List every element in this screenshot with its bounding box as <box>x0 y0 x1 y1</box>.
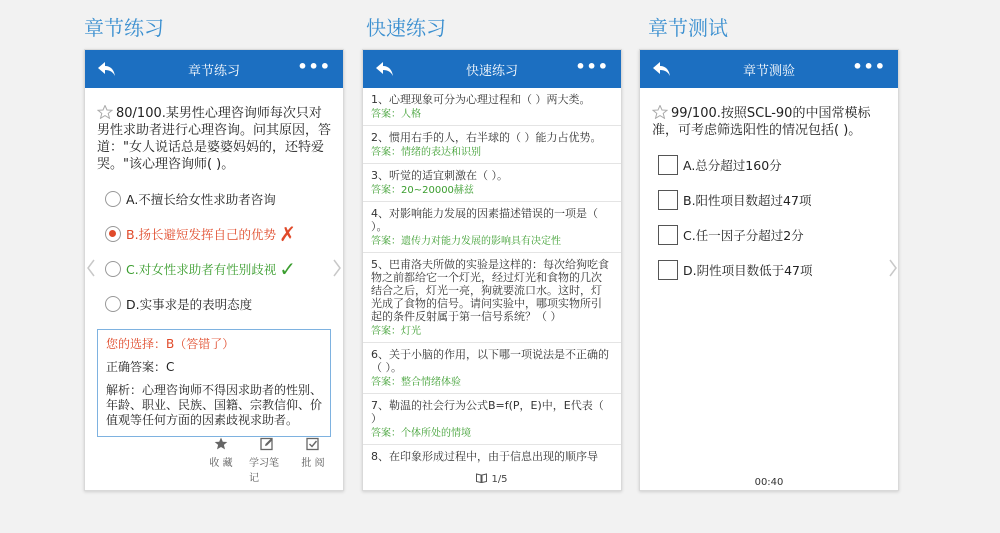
page-number: 1/5 <box>491 474 508 485</box>
screen-title: 章节练习 <box>187 63 240 79</box>
countdown-timer: 00:40 <box>754 477 784 488</box>
option-label: A.总分超过160分 <box>683 157 782 173</box>
list-item[interactable] <box>363 253 621 343</box>
option-b[interactable] <box>640 182 898 217</box>
option-c[interactable] <box>85 251 343 286</box>
bottom-toolbar <box>203 437 331 484</box>
star-icon <box>214 437 228 451</box>
question-block <box>85 105 343 173</box>
next-arrow-icon[interactable] <box>888 258 898 278</box>
screen-title: 快速练习 <box>465 63 518 79</box>
answer-analysis-box <box>97 329 331 437</box>
question-text: 80/100.某男性心理咨询师每次只对男性求助者进行心理咨询。问其原因，答道："女人说话总是婆婆妈妈的，还特爱哭。"该心理咨询师( )。 <box>97 106 332 172</box>
checkbox[interactable] <box>658 190 678 210</box>
section-title-chapter-test: 章节测试 <box>648 16 728 40</box>
app-bar <box>363 50 621 88</box>
tool-label: 批 阅 <box>301 458 325 469</box>
option-label: B.扬长避短发挥自己的优势 <box>126 226 277 242</box>
list-item[interactable] <box>363 126 621 164</box>
answer-text: 答案：人格 <box>371 109 421 120</box>
question-text: 1、心理现象可分为心理过程和（ ）两大类。 <box>371 93 591 106</box>
more-menu-icon[interactable]: ••• <box>852 57 886 76</box>
question-text: 99/100.按照SCL-90的中国常模标准，可考虑筛选阳性的情况包括( )。 <box>652 106 871 138</box>
quick-practice-screen <box>362 49 622 491</box>
radio-button[interactable] <box>105 191 121 207</box>
collect-button[interactable] <box>203 437 239 484</box>
question-text: 4、对影响能力发展的因素描述错误的一项是（ ）。 <box>371 207 598 233</box>
review-icon <box>306 437 320 451</box>
option-b[interactable] <box>85 216 343 251</box>
list-item[interactable] <box>363 164 621 202</box>
back-arrow-icon[interactable] <box>373 57 397 81</box>
correct-answer-text: 正确答案：C <box>106 360 175 374</box>
back-arrow-icon[interactable] <box>95 57 119 81</box>
option-d[interactable] <box>85 286 343 321</box>
question-list <box>363 88 621 466</box>
list-item[interactable] <box>363 202 621 253</box>
answer-text: 答案：灯光 <box>371 326 421 337</box>
answer-text: 答案：整合情绪体验 <box>371 377 461 388</box>
question-text: 3、听觉的适宜刺激在（ ）。 <box>371 169 508 182</box>
option-label: C.对女性求助者有性别歧视 <box>126 261 277 277</box>
option-d[interactable] <box>640 252 898 287</box>
options-list <box>85 181 343 321</box>
edit-icon <box>260 437 274 451</box>
option-a[interactable] <box>85 181 343 216</box>
correct-check-icon: ✓ <box>279 256 296 281</box>
list-item[interactable] <box>363 445 621 466</box>
question-text: 5、巴甫洛夫所做的实验是这样的：每次给狗吃食物之前都给它一个灯光，经过灯光和食物的几次结合之后，灯光一亮，狗就要流口水。这时，灯光成了食物的信号。请问实验中，哪项实物所引起的条件反射属于第一信号系统？（ ） <box>371 258 609 323</box>
option-label: D.实事求是的表明态度 <box>126 296 253 312</box>
checkbox[interactable] <box>658 260 678 280</box>
question-text: 2、惯用右手的人，右半球的（ ）能力占优势。 <box>371 131 602 144</box>
answer-text: 答案：遗传力对能力发展的影响具有决定性 <box>371 236 561 247</box>
options-list <box>640 147 898 287</box>
radio-button[interactable] <box>105 261 121 277</box>
explanation-text: 解析：心理咨询师不得因求助者的性别、年龄、职业、民族、国籍、宗教信仰、价值观等任何方面的因素歧视求助者。 <box>106 383 323 427</box>
list-item[interactable] <box>363 394 621 445</box>
option-a[interactable] <box>640 147 898 182</box>
question-text: 7、勒温的社会行为公式B=f(P，E)中，E代表（ ） <box>371 399 604 425</box>
section-title-chapter-practice: 章节练习 <box>84 16 164 40</box>
section-title-quick-practice: 快速练习 <box>366 16 446 40</box>
list-item[interactable] <box>363 343 621 394</box>
wrong-mark-icon: ✗ <box>279 221 296 246</box>
favorite-star-icon[interactable] <box>97 105 113 119</box>
app-bar <box>85 50 343 88</box>
option-label: B.阳性项目数超过47项 <box>683 192 812 208</box>
your-choice-text: 您的选择：B（答错了） <box>106 337 235 351</box>
question-block <box>640 105 898 139</box>
page-indicator <box>363 473 621 485</box>
screen-title: 章节测验 <box>742 63 795 79</box>
checkbox[interactable] <box>658 225 678 245</box>
next-arrow-icon[interactable] <box>332 258 342 278</box>
answer-text: 答案：情绪的表达和识别 <box>371 147 481 158</box>
tool-label: 收 藏 <box>209 458 233 469</box>
study-notes-button[interactable] <box>249 437 285 484</box>
more-menu-icon[interactable]: ••• <box>297 57 331 76</box>
app-bar <box>640 50 898 88</box>
favorite-star-icon[interactable] <box>652 105 668 119</box>
checkbox[interactable] <box>658 155 678 175</box>
radio-button-selected[interactable] <box>105 226 121 242</box>
more-menu-icon[interactable]: ••• <box>575 57 609 76</box>
option-label: A.不擅长给女性求助者咨询 <box>126 191 276 207</box>
radio-button[interactable] <box>105 296 121 312</box>
question-text: 6、关于小脑的作用，以下哪一项说法是不正确的（ ）。 <box>371 348 609 374</box>
option-label: D.阴性项目数低于47项 <box>683 262 813 278</box>
question-text: 8、在印象形成过程中，由于信息出现的顺序导 <box>371 450 598 463</box>
option-label: C.任一因子分超过2分 <box>683 227 804 243</box>
back-arrow-icon[interactable] <box>650 57 674 81</box>
chapter-test-screen <box>639 49 899 491</box>
tool-label: 学习笔记 <box>249 458 279 484</box>
answer-text: 答案：个体所处的情境 <box>371 428 471 439</box>
review-button[interactable] <box>295 437 331 484</box>
answer-text: 答案：20~20000赫兹 <box>371 185 474 196</box>
prev-arrow-icon[interactable] <box>86 258 96 278</box>
list-item[interactable] <box>363 88 621 126</box>
chapter-practice-screen <box>84 49 344 491</box>
option-c[interactable] <box>640 217 898 252</box>
book-icon <box>476 473 487 483</box>
